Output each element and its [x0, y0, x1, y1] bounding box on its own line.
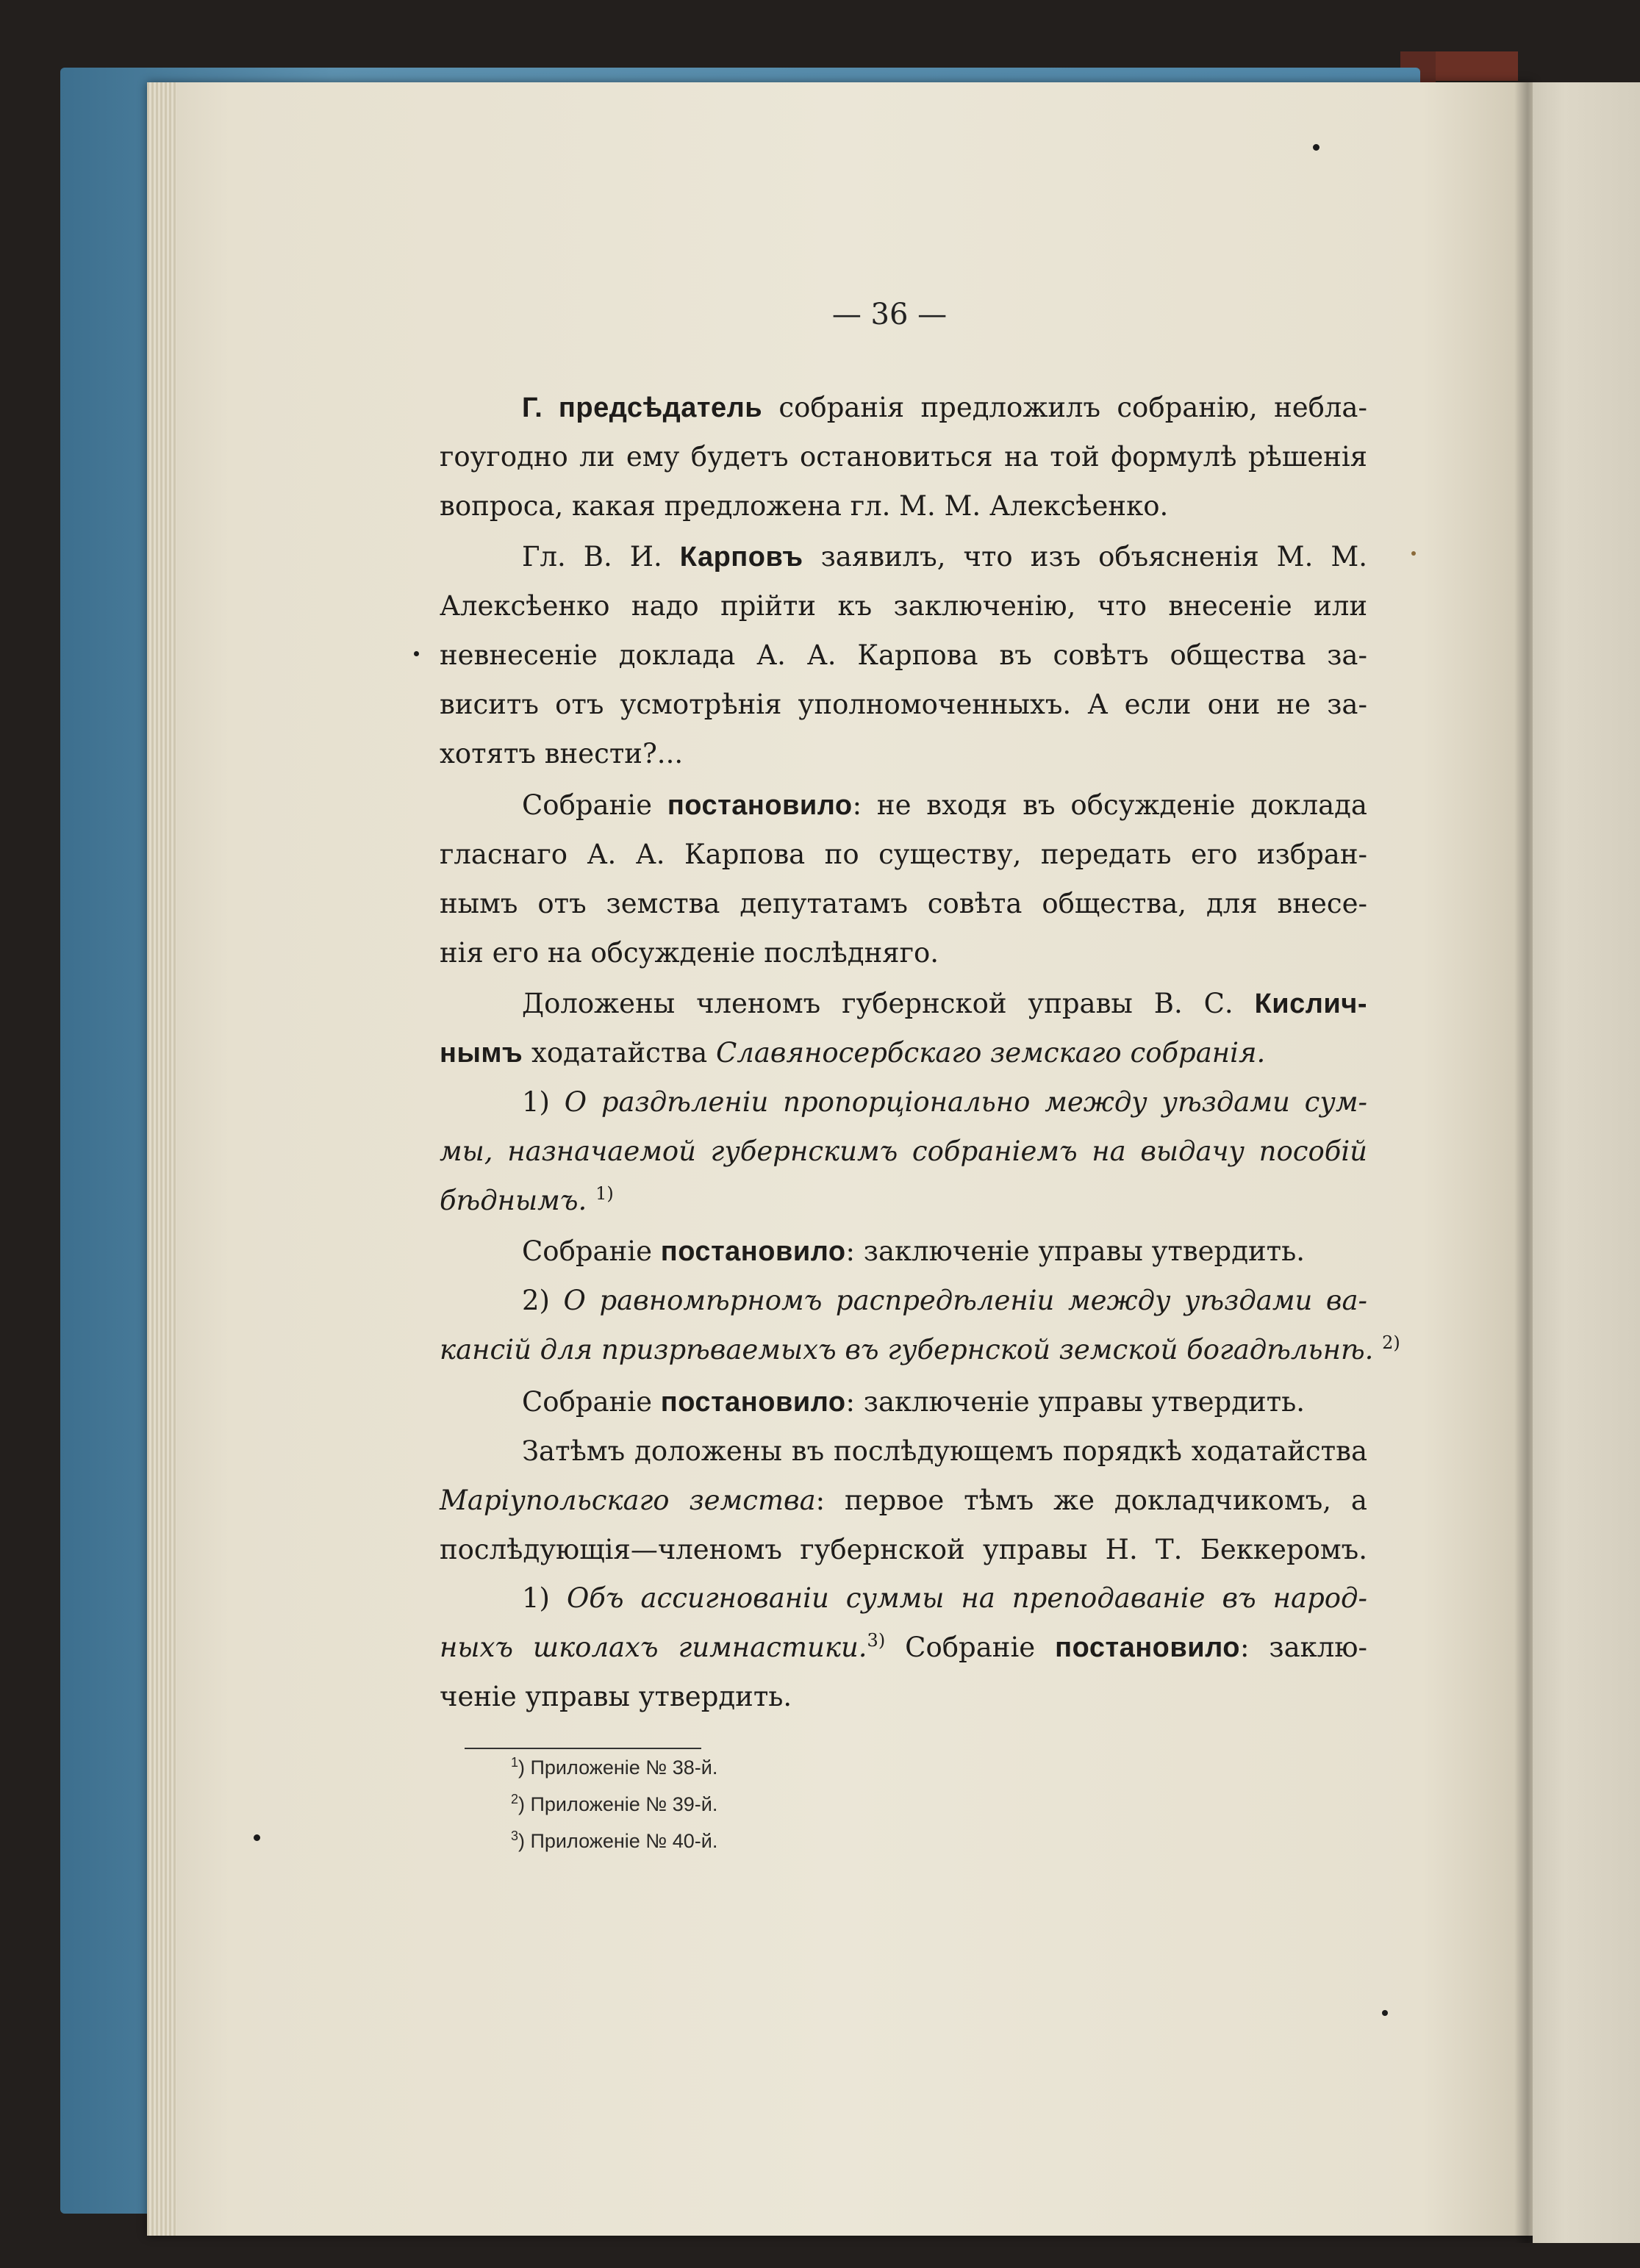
text-span: 1) — [522, 1582, 567, 1614]
text-line: нія его на обсужденіе послѣдняго. — [440, 937, 939, 969]
text-line — [440, 1484, 1367, 1533]
text-span: ходатайства — [523, 1037, 716, 1069]
footnote-mark: 2 — [511, 1792, 519, 1806]
text-span: собранія предложилъ собранію, небла- — [762, 392, 1367, 423]
italic-span: Маріупольскаго земства — [440, 1485, 816, 1516]
text-span: Собраніе — [522, 789, 667, 821]
page-number: — 36 — — [831, 298, 948, 331]
text-span: заявилъ, что изъ объясненія М. М. — [803, 541, 1367, 573]
text-line — [440, 789, 1367, 838]
text-line: Алексѣенко надо прійти къ заключенію, что внесеніе или — [440, 590, 1367, 622]
text-line — [440, 1332, 1400, 1382]
footnote-1 — [511, 1756, 717, 1779]
footnote-mark: 1 — [511, 1755, 519, 1770]
footnote-2 — [511, 1793, 717, 1816]
paragraph-3 — [440, 789, 1367, 986]
paragraph-6 — [440, 1235, 1367, 1284]
text-span: : первое тѣмъ же докладчикомъ, а — [815, 1485, 1367, 1516]
paragraph-8 — [440, 1385, 1367, 1435]
text-line: Затѣмъ доложены въ послѣдующемъ порядкѣ ходатайства — [522, 1435, 1367, 1467]
italic-span: Славяносербскаго земскаго собранія. — [716, 1037, 1266, 1069]
text-line — [440, 1582, 1367, 1631]
bold-name: нымъ — [440, 1038, 523, 1069]
bold-word: постановило — [1055, 1632, 1240, 1663]
italic-span: ныхъ школахъ гимнастики. — [440, 1632, 867, 1663]
text-span: : не входя въ обсужденіе доклада — [852, 789, 1367, 821]
text-line: гласнаго А. А. Карпова по существу, передать его избран- — [440, 839, 1367, 870]
text-line — [440, 1385, 1367, 1435]
text-line: виситъ отъ усмотрѣнія уполномоченныхъ. А если они не за- — [440, 689, 1367, 720]
italic-span: кансій для призрѣваемыхъ въ губернской земской богадѣльнѣ. — [440, 1334, 1374, 1366]
dust-speck — [1313, 144, 1319, 151]
text-line — [440, 391, 1367, 440]
text-line — [440, 1036, 1367, 1085]
footnote-rule — [465, 1748, 701, 1749]
text-line — [440, 987, 1367, 1036]
italic-span: бѣднымъ. — [440, 1185, 587, 1216]
footnote-ref: 3) — [867, 1630, 886, 1651]
paragraph-1 — [440, 391, 1367, 539]
italic-span: Объ ассигнованіи суммы на преподаваніе въ народ- — [566, 1582, 1367, 1614]
text-span: Собраніе — [522, 1386, 661, 1418]
text-line: мы, назначаемой губернскимъ собраніемъ на выдачу пособій — [440, 1135, 1367, 1167]
bold-word: постановило — [660, 1236, 846, 1267]
text-span: 1) — [522, 1086, 565, 1118]
text-line — [440, 1631, 1367, 1680]
text-line: послѣдующія—членомъ губернской управы Н. Т. Беккеромъ. — [440, 1534, 1367, 1565]
footnote-text: ) Приложеніе № 39-й. — [518, 1793, 718, 1815]
text-span: 2) — [522, 1285, 564, 1316]
text-line: вопроса, какая предложена гл. М. М. Алексѣенко. — [440, 490, 1169, 522]
footnote-text: ) Приложеніе № 40-й. — [518, 1830, 718, 1852]
footnote-ref: 1) — [595, 1183, 614, 1204]
dust-speck — [1382, 2010, 1388, 2016]
footnote-mark: 3 — [511, 1829, 519, 1843]
paragraph-2 — [440, 540, 1367, 786]
footnote-ref: 2) — [1382, 1332, 1400, 1353]
bold-name: Кислич- — [1254, 988, 1367, 1019]
bold-name: Карповъ — [679, 542, 803, 573]
italic-span: О раздѣленіи пропорціонально между уѣздами сум- — [564, 1086, 1367, 1118]
paragraph-9 — [440, 1435, 1367, 1582]
text-span: : заключеніе управы утвердить. — [845, 1386, 1306, 1418]
paragraph-4 — [440, 987, 1367, 1085]
text-line — [440, 1085, 1367, 1135]
text-line: нымъ отъ земства депутатамъ совѣта общества, для внесе- — [440, 888, 1367, 919]
paragraph-10 — [440, 1582, 1367, 1729]
text-line: невнесеніе доклада А. А. Карпова въ совѣтъ общества за- — [440, 639, 1367, 671]
footnote-text: ) Приложеніе № 38-й. — [518, 1756, 718, 1779]
italic-span: О равномѣрномъ распредѣленіи между уѣздами ва- — [563, 1285, 1367, 1316]
text-span: : заключеніе управы утвердить. — [845, 1235, 1306, 1267]
facing-page — [1533, 82, 1640, 2243]
bold-word: постановило — [660, 1387, 846, 1418]
text-line — [440, 1235, 1367, 1284]
text-span: Гл. В. И. — [522, 541, 680, 573]
text-line — [440, 540, 1367, 589]
dust-speck — [254, 1834, 260, 1841]
page-stack-edge — [147, 82, 176, 2236]
text-line — [440, 1284, 1367, 1333]
paragraph-5 — [440, 1085, 1367, 1233]
dust-speck — [414, 651, 419, 656]
footnote-3 — [511, 1830, 717, 1853]
paragraph-7 — [440, 1284, 1400, 1382]
dust-speck — [1411, 551, 1416, 556]
text-span: Доложены членомъ губернской управы В. С. — [522, 988, 1255, 1019]
text-line — [440, 1184, 1367, 1233]
bold-word: постановило — [667, 790, 853, 821]
text-span: : заклю- — [1239, 1632, 1367, 1663]
bold-name: Г. предсѣдатель — [522, 392, 763, 423]
text-line: хотятъ внести?... — [440, 738, 684, 769]
text-line: гоугодно ли ему будетъ остановиться на той формулѣ рѣшенія — [440, 441, 1367, 473]
text-span: Собраніе — [885, 1632, 1056, 1663]
text-span: Собраніе — [522, 1235, 661, 1267]
text-line: ченіе управы утвердить. — [440, 1681, 792, 1712]
